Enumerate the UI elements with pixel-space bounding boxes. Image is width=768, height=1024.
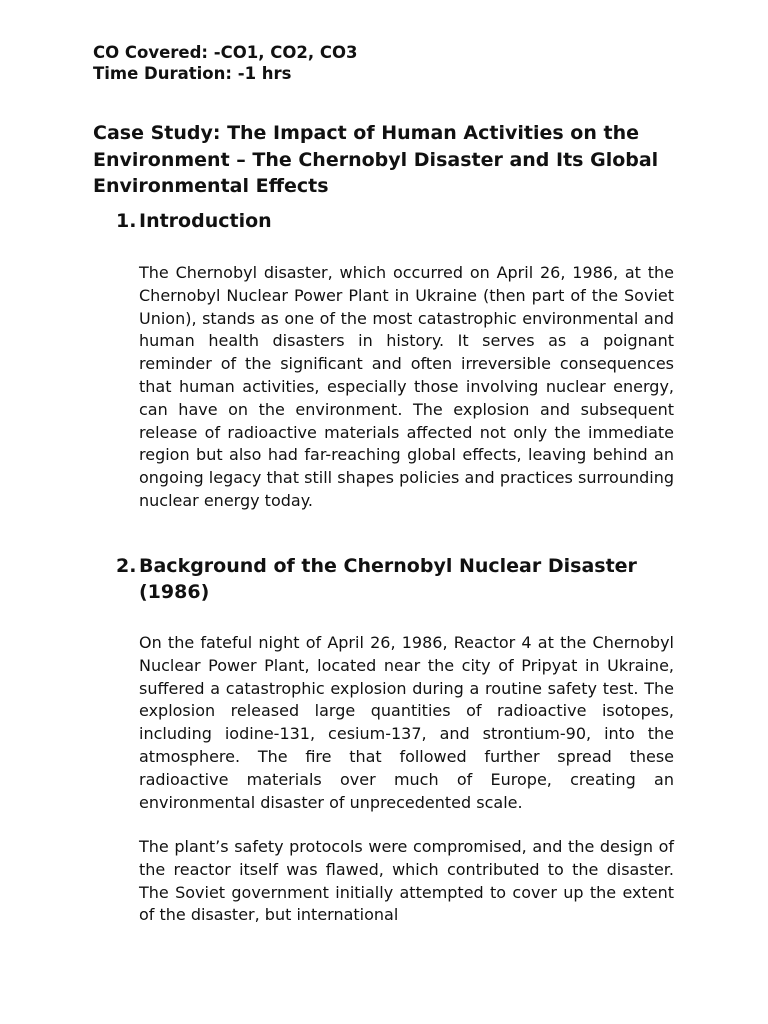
- background-paragraph-2: The plant’s safety protocols were compromised, and the design of the reactor itself was flawed, which contributed to the disaster. The Soviet government initially attempted to cover up the extent of the disaster, but international: [139, 837, 674, 925]
- section-number: 2.: [116, 555, 137, 577]
- case-study-title: Case Study: The Impact of Human Activities on the Environment – The Chernobyl Disaster and Its Global Environmental Effects: [93, 122, 659, 197]
- section-heading-background: [116, 553, 676, 605]
- section-number: 1.: [116, 210, 137, 232]
- background-paragraph-1: On the fateful night of April 26, 1986, Reactor 4 at the Chernobyl Nuclear Power Plant, located near the city of Pripyat in Ukraine, suffered a catastrophic explosion during a routine safety test. The explosion released large quantities of radioactive isotopes, including iodine-131, cesium-137, and strontium-90, into the atmosphere. The fire that followed further spread these radioactive materials over much of Europe, creating an environmental disaster of unprecedented scale.: [139, 633, 674, 812]
- introduction-paragraph: The Chernobyl disaster, which occurred on April 26, 1986, at the Chernobyl Nuclear Power Plant in Ukraine (then part of the Soviet Union), stands as one of the most catastrophic environmental and human health disasters in history. It serves as a poignant reminder of the significant and often irreversible consequences that human activities, especially those involving nuclear energy, can have on the environment. The explosion and subsequent release of radioactive materials affected not only the immediate region but also had far-reaching global effects, leaving behind an ongoing legacy that still shapes policies and practices surrounding nuclear energy today.: [139, 263, 674, 510]
- section-heading-introduction: [116, 208, 676, 234]
- course-meta: [93, 42, 357, 84]
- section-title: Introduction: [139, 210, 272, 232]
- co-covered-line: CO Covered: -CO1, CO2, CO3: [93, 43, 358, 62]
- time-duration-line: Time Duration: -1 hrs: [93, 64, 292, 83]
- section-title: Background of the Chernobyl Nuclear Disaster (1986): [139, 555, 637, 603]
